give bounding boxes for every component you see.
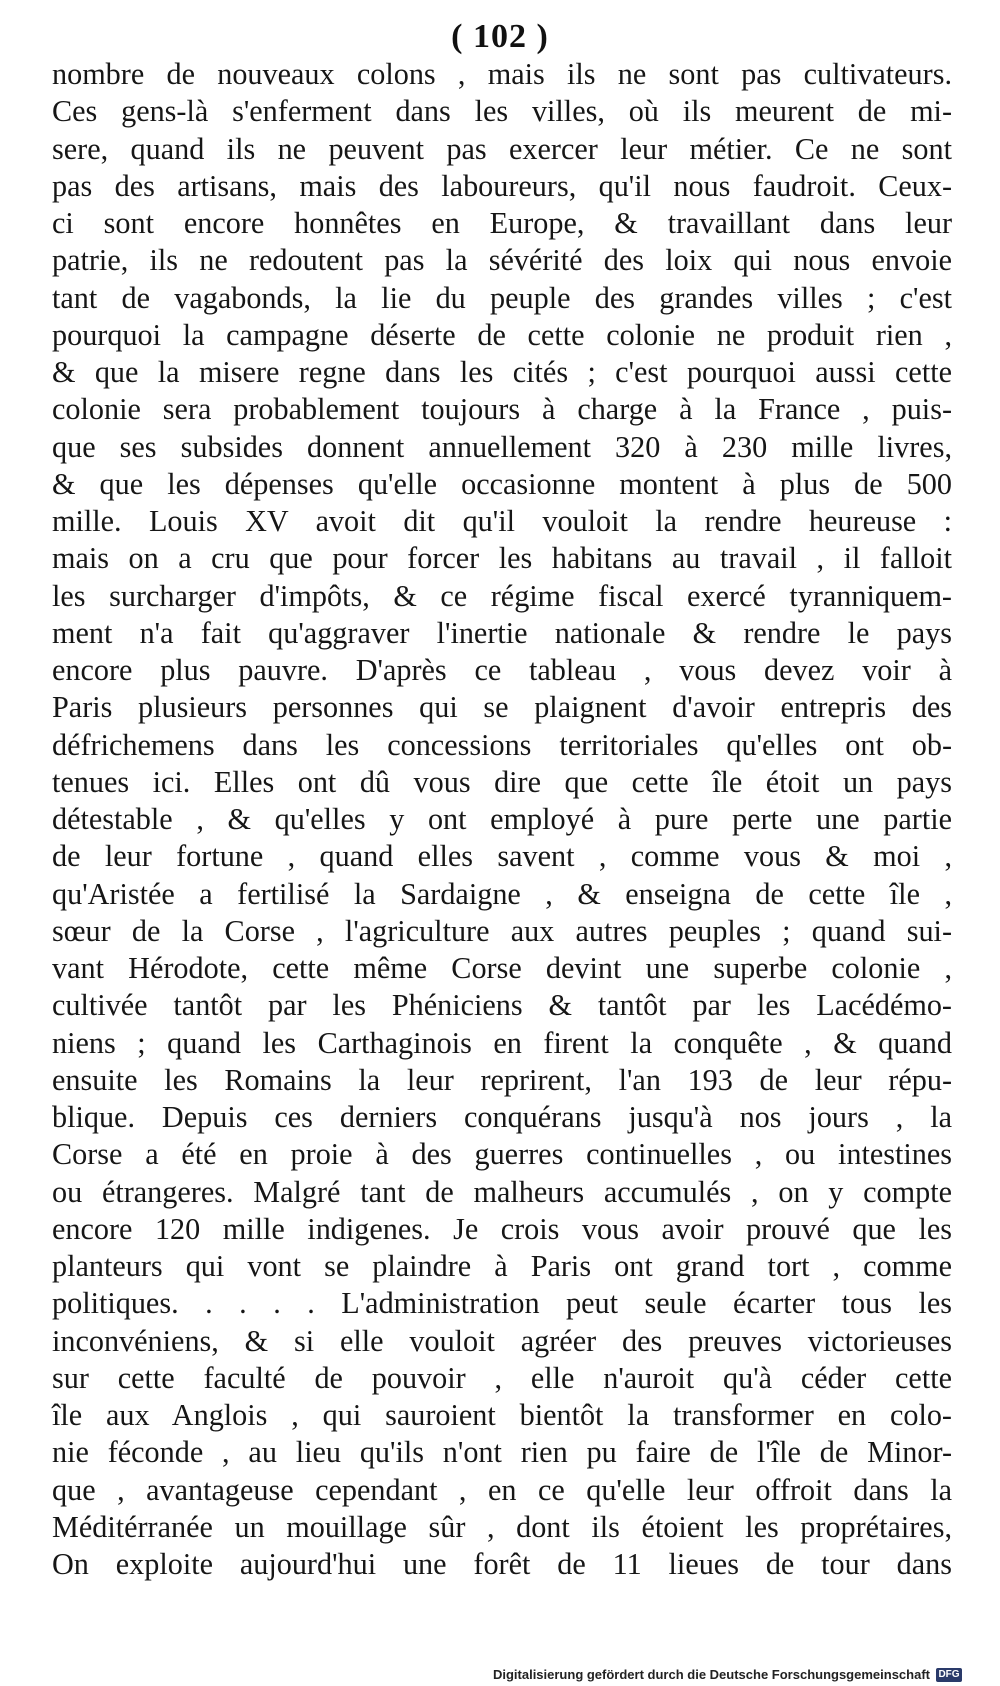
text-line: mais on a cru que pour forcer les habitans au travail , il falloit — [52, 541, 952, 576]
text-line: tant de vagabonds, la lie du peuple des grandes villes ; c'est — [52, 280, 952, 315]
body-text — [52, 56, 952, 1583]
text-line: ci sont encore honnêtes en Europe, & travaillant dans leur — [52, 206, 952, 240]
text-line: défrichemens dans les concessions territoriales qu'elles ont ob- — [52, 727, 952, 762]
digitization-credit-text: Digitalisierung gefördert durch die Deutsche Forschungsgemeinschaft — [492, 1667, 930, 1682]
text-line: île aux Anglois , qui sauroient bientôt la transformer en colo- — [52, 1398, 952, 1432]
text-line: de leur fortune , quand elles savent , comme vous & moi , — [52, 839, 952, 874]
text-line: sœur de la Corse , l'agriculture aux autres peuples ; quand sui- — [52, 913, 952, 948]
text-line: tenues ici. Elles ont dû vous dire que cette île étoit un pays — [52, 764, 952, 799]
text-line: qu'Aristée a fertilisé la Sardaigne , & enseigna de cette île , — [52, 876, 952, 911]
text-line: vant Hérodote, cette même Corse devint une superbe colonie , — [52, 951, 952, 985]
text-line: encore 120 mille indigenes. Je crois vous avoir prouvé que les — [52, 1211, 952, 1246]
footer-credit — [493, 1667, 962, 1682]
dfg-logo-icon: DFG — [936, 1668, 962, 1682]
text-line: & que la misere regne dans les cités ; c'est pourquoi aussi cette — [52, 355, 952, 389]
text-line: nombre de nouveaux colons , mais ils ne sont pas cultivateurs. — [52, 57, 952, 91]
text-line: détestable , & qu'elles y ont employé à pure perte une partie — [52, 802, 952, 836]
text-line: Corse a été en proie à des guerres continuelles , ou intestines — [52, 1137, 952, 1172]
text-line: que ses subsides donnent annuellement 320 à 230 mille livres, — [52, 429, 952, 464]
text-line: blique. Depuis ces derniers conquérans jusqu'à nos jours , la — [52, 1100, 952, 1134]
text-line: pourquoi la campagne déserte de cette colonie ne produit rien , — [52, 317, 952, 352]
text-line: pas des artisans, mais des laboureurs, qu'il nous faudroit. Ceux- — [52, 168, 952, 203]
text-line: Ces gens-là s'enferment dans les villes, où ils meurent de mi- — [52, 94, 952, 129]
text-line: niens ; quand les Carthaginois en firent la conquête , & quand — [52, 1025, 952, 1060]
text-line: colonie sera probablement toujours à charge à la France , puis- — [52, 392, 952, 427]
text-line: planteurs qui vont se plaindre à Paris ont grand tort , comme — [52, 1249, 952, 1283]
text-line: sur cette faculté de pouvoir , elle n'auroit qu'à céder cette — [52, 1360, 952, 1395]
page-number-header: ( 102 ) — [451, 18, 549, 55]
text-line: & que les dépenses qu'elle occasionne montent à plus de 500 — [52, 466, 952, 501]
text-line: ment n'a fait qu'aggraver l'inertie nationale & rendre le pays — [52, 615, 952, 650]
text-line: politiques. . . . . L'administration peut seule écarter tous les — [52, 1286, 952, 1321]
text-line: ensuite les Romains la leur reprirent, l'an 193 de leur répu- — [52, 1062, 952, 1097]
text-line: ou étrangeres. Malgré tant de malheurs accumulés , on y compte — [52, 1174, 952, 1209]
text-line: cultivée tantôt par les Phéniciens & tantôt par les Lacédémo- — [52, 988, 952, 1023]
text-line: mille. Louis XV avoit dit qu'il vouloit la rendre heureuse : — [52, 504, 952, 538]
text-line: patrie, ils ne redoutent pas la sévérité des loix qui nous envoie — [52, 243, 952, 278]
text-line: On exploite aujourd'hui une forêt de 11 lieues de tour dans — [52, 1547, 952, 1581]
text-line: inconvéniens, & si elle vouloit agréer des preuves victorieuses — [52, 1323, 952, 1358]
text-line: Paris plusieurs personnes qui se plaignent d'avoir entrepris des — [52, 690, 952, 725]
text-line: encore plus pauvre. D'après ce tableau , vous devez voir à — [52, 653, 952, 687]
text-line: que , avantageuse cependant , en ce qu'elle leur offroit dans la — [52, 1472, 952, 1507]
text-line: nie féconde , au lieu qu'ils n'ont rien pu faire de l'île de Minor- — [52, 1435, 952, 1470]
text-line: les surcharger d'impôts, & ce régime fiscal exercé tyranniquem- — [52, 578, 952, 613]
text-line: Méditérranée un mouillage sûr , dont ils étoient les proprétaires, — [52, 1509, 952, 1544]
text-line: sere, quand ils ne peuvent pas exercer leur métier. Ce ne sont — [52, 131, 952, 166]
